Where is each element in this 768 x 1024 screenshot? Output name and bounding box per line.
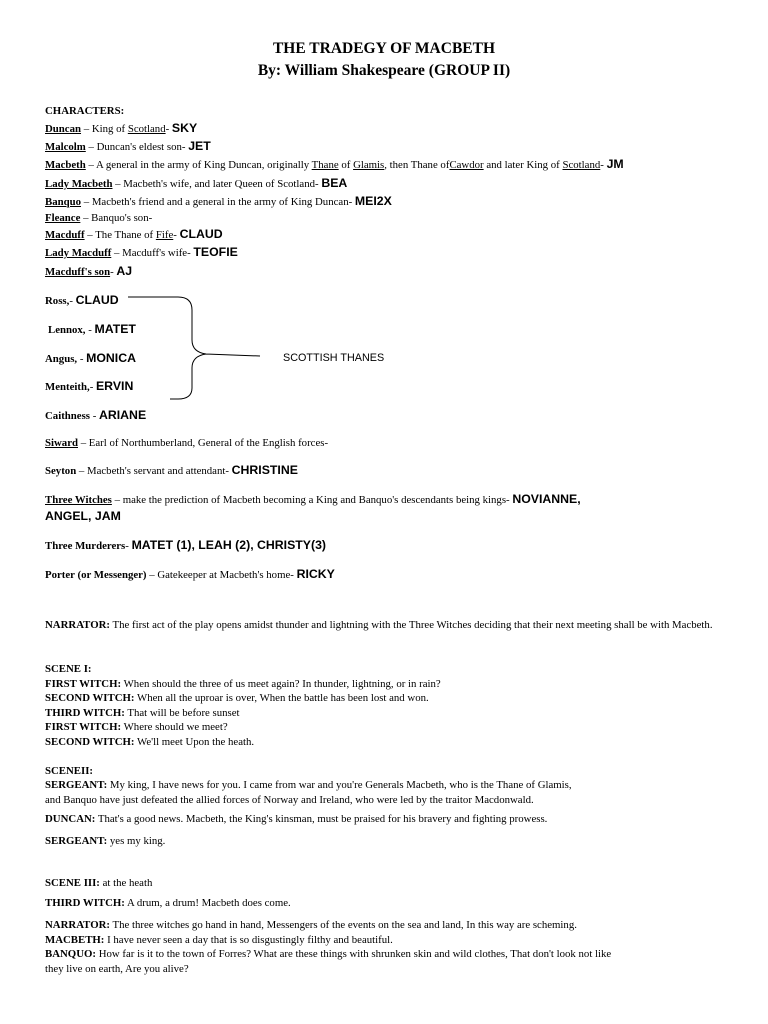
dialogue-line xyxy=(45,947,611,961)
dialogue-line xyxy=(45,677,441,691)
dialogue-line xyxy=(45,933,393,947)
character-name: Lady Macbeth xyxy=(45,178,113,190)
speaker-label: BANQUO: xyxy=(45,948,96,960)
character-ross xyxy=(45,293,119,308)
speaker-label: MACBETH: xyxy=(45,934,105,946)
character-name: Lady Macduff xyxy=(45,247,112,259)
cast-name: TEOFIE xyxy=(193,245,238,259)
speaker-label: THIRD WITCH: xyxy=(45,897,125,909)
speaker-label: FIRST WITCH: xyxy=(45,678,122,690)
character-desc: – Macbeth's servant and attendant- xyxy=(76,465,232,477)
link-glamis[interactable]: Glamis xyxy=(353,159,385,171)
cast-name: CLAUD xyxy=(179,227,223,241)
character-banquo xyxy=(45,194,392,209)
character-name: Three Murderers xyxy=(45,540,126,552)
separator: - xyxy=(79,353,87,365)
cast-name: ARIANE xyxy=(99,408,147,422)
narrator-intro xyxy=(45,618,725,633)
character-name: Macduff's son xyxy=(45,266,111,278)
dialogue-text: When should the three of us meet again? In thunder, lightning, or in rain? xyxy=(121,678,441,690)
link-scotland[interactable]: Scotland xyxy=(127,123,166,135)
character-name: Porter (or Messenger) xyxy=(45,569,147,581)
dialogue-line-cont: and Banquo have just defeated the allied forces of Norway and Ireland, who were led by the traitor Macdonwald. xyxy=(45,794,534,806)
dialogue-line xyxy=(45,706,240,720)
character-siward xyxy=(45,436,328,450)
character-desc: and later King of xyxy=(483,159,563,171)
character-macduff xyxy=(45,227,223,242)
link-fife[interactable]: Fife xyxy=(155,229,174,241)
dialogue-line xyxy=(45,918,577,932)
document-subtitle: By: William Shakespeare (GROUP II) xyxy=(257,62,511,79)
dialogue-text: yes my king. xyxy=(107,835,166,847)
character-name: Three Witches xyxy=(45,494,112,506)
speaker-label: DUNCAN: xyxy=(45,813,96,825)
character-name: Ross, xyxy=(45,295,70,307)
cast-name: JM xyxy=(606,157,624,171)
character-desc: - xyxy=(165,123,172,135)
dialogue-text: That's a good news. Macbeth, the King's kinsman, must be praised for his bravery and fighting prowess. xyxy=(95,813,548,825)
character-name: Seyton xyxy=(45,465,77,477)
character-macduffs-son xyxy=(45,264,132,279)
character-desc: of xyxy=(338,159,354,171)
cast-name: SKY xyxy=(171,121,198,135)
dialogue-text: I have never seen a day that is so disgustingly filthy and beautiful. xyxy=(104,934,393,946)
dialogue-text: The first act of the play opens amidst thunder and lightning with the Three Witches deciding that their next meeting shall be with Macbeth. xyxy=(109,619,713,631)
character-desc: – Earl of Northumberland, General of the English forces- xyxy=(78,437,329,449)
character-desc: – Duncan's eldest son- xyxy=(85,141,189,153)
character-name: Angus, xyxy=(45,353,80,365)
dialogue-text: How far is it to the town of Forres? What are these things with shrunken skin and wild clothes, That don't look not like xyxy=(96,948,612,960)
speaker-label: SECOND WITCH: xyxy=(45,736,135,748)
character-name: Duncan xyxy=(45,123,82,135)
scene-3-heading xyxy=(45,876,152,890)
character-name: Menteith, xyxy=(45,381,90,393)
cast-name: CHRISTINE xyxy=(231,463,298,477)
character-name: Lennox, xyxy=(48,324,89,336)
link-cawdor[interactable]: Cawdor xyxy=(449,159,484,171)
character-three-murderers xyxy=(45,538,326,553)
character-porter xyxy=(45,567,335,582)
character-name: Banquo xyxy=(45,196,82,208)
cast-name: CLAUD xyxy=(75,293,119,307)
speaker-label: SERGEANT: xyxy=(45,835,108,847)
character-desc: – make the prediction of Macbeth becoming a King and Banquo's descendants being kings- xyxy=(111,494,513,506)
character-name: Caithness xyxy=(45,410,93,422)
scottish-thanes-label: SCOTTISH THANES xyxy=(283,352,385,364)
character-desc: – Gatekeeper at Macbeth's home- xyxy=(146,569,297,581)
dialogue-line-cont: they live on earth, Are you alive? xyxy=(45,963,189,975)
character-desc: - xyxy=(600,159,607,171)
character-malcolm xyxy=(45,139,211,154)
dialogue-text: A drum, a drum! Macbeth does come. xyxy=(124,897,291,909)
dialogue-line xyxy=(45,812,547,826)
character-desc: – A general in the army of King Duncan, originally xyxy=(85,159,312,171)
character-caithness xyxy=(45,408,146,423)
dialogue-line xyxy=(45,720,228,734)
separator: - xyxy=(69,295,76,307)
speaker-label: THIRD WITCH: xyxy=(45,707,125,719)
dialogue-text: My king, I have news for you. I came from war and you're Generals Macbeth, who is the Thane of Glamis, xyxy=(107,779,572,791)
scene-heading-label: SCENE III: xyxy=(45,877,100,889)
dialogue-text: The three witches go hand in hand, Messengers of the events on the sea and land, In this way are scheming. xyxy=(109,919,577,931)
character-name: Malcolm xyxy=(45,141,86,153)
dialogue-text: That will be before sunset xyxy=(124,707,240,719)
dialogue-line xyxy=(45,691,429,705)
cast-name: MATET xyxy=(94,322,136,336)
cast-name: BEA xyxy=(321,176,348,190)
character-name: Macduff xyxy=(45,229,85,241)
link-thane[interactable]: Thane xyxy=(311,159,339,171)
character-desc: – Macbeth's wife, and later Queen of Scotland- xyxy=(112,178,322,190)
cast-name: JET xyxy=(188,139,211,153)
character-seyton xyxy=(45,463,298,478)
scene-1-heading: SCENE I: xyxy=(45,663,92,675)
character-desc: – The Thane of xyxy=(84,229,156,241)
characters-heading: CHARACTERS: xyxy=(45,105,125,117)
dialogue-line xyxy=(45,735,254,749)
cast-name: ANGEL, JAM xyxy=(45,509,121,523)
scene-2-heading: SCENEII: xyxy=(45,765,94,777)
dialogue-text: We'll meet Upon the heath. xyxy=(134,736,255,748)
character-three-witches-cont xyxy=(45,509,121,524)
separator: - xyxy=(92,410,99,422)
separator: - xyxy=(88,324,95,336)
link-scotland[interactable]: Scotland xyxy=(562,159,601,171)
cast-name: NOVIANNE, xyxy=(512,492,581,506)
dialogue-line xyxy=(45,834,165,848)
character-desc: - xyxy=(173,229,180,241)
character-desc: – Banquo's son- xyxy=(80,212,153,224)
dialogue-line xyxy=(45,778,572,792)
cast-name: AJ xyxy=(116,264,133,278)
character-desc: - xyxy=(110,266,117,278)
character-fleance xyxy=(45,211,152,225)
character-name: Macbeth xyxy=(45,159,86,171)
dialogue-line xyxy=(45,896,291,910)
character-name: Fleance xyxy=(45,212,81,224)
cast-name: MONICA xyxy=(86,351,136,365)
character-desc: , then Thane of xyxy=(384,159,450,171)
document-title: THE TRADEGY OF MACBETH xyxy=(272,40,496,57)
character-macbeth xyxy=(45,157,624,172)
cast-name: MEI2X xyxy=(354,194,392,208)
speaker-label: SECOND WITCH: xyxy=(45,692,135,704)
scene-location: at the heath xyxy=(99,877,153,889)
character-three-witches xyxy=(45,492,581,507)
cast-name: ERVIN xyxy=(95,379,134,393)
character-desc: – King of xyxy=(81,123,128,135)
character-lady-macduff xyxy=(45,245,238,260)
dialogue-text: Where should we meet? xyxy=(121,721,228,733)
character-desc: – Macduff's wife- xyxy=(111,247,194,259)
speaker-label: SERGEANT: xyxy=(45,779,108,791)
speaker-label: FIRST WITCH: xyxy=(45,721,122,733)
separator: - xyxy=(125,540,132,552)
character-duncan xyxy=(45,121,197,136)
separator: - xyxy=(89,381,96,393)
speaker-label: NARRATOR: xyxy=(45,919,110,931)
character-name: Siward xyxy=(45,437,78,449)
character-lady-macbeth xyxy=(45,176,347,191)
speaker-label: NARRATOR: xyxy=(45,619,110,631)
character-desc: – Macbeth's friend and a general in the army of King Duncan- xyxy=(81,196,355,208)
cast-name: RICKY xyxy=(296,567,335,581)
dialogue-text: When all the uproar is over, When the battle has been lost and won. xyxy=(134,692,429,704)
cast-name: MATET (1), LEAH (2), CHRISTY(3) xyxy=(131,538,327,552)
thanes-brace xyxy=(120,288,270,406)
